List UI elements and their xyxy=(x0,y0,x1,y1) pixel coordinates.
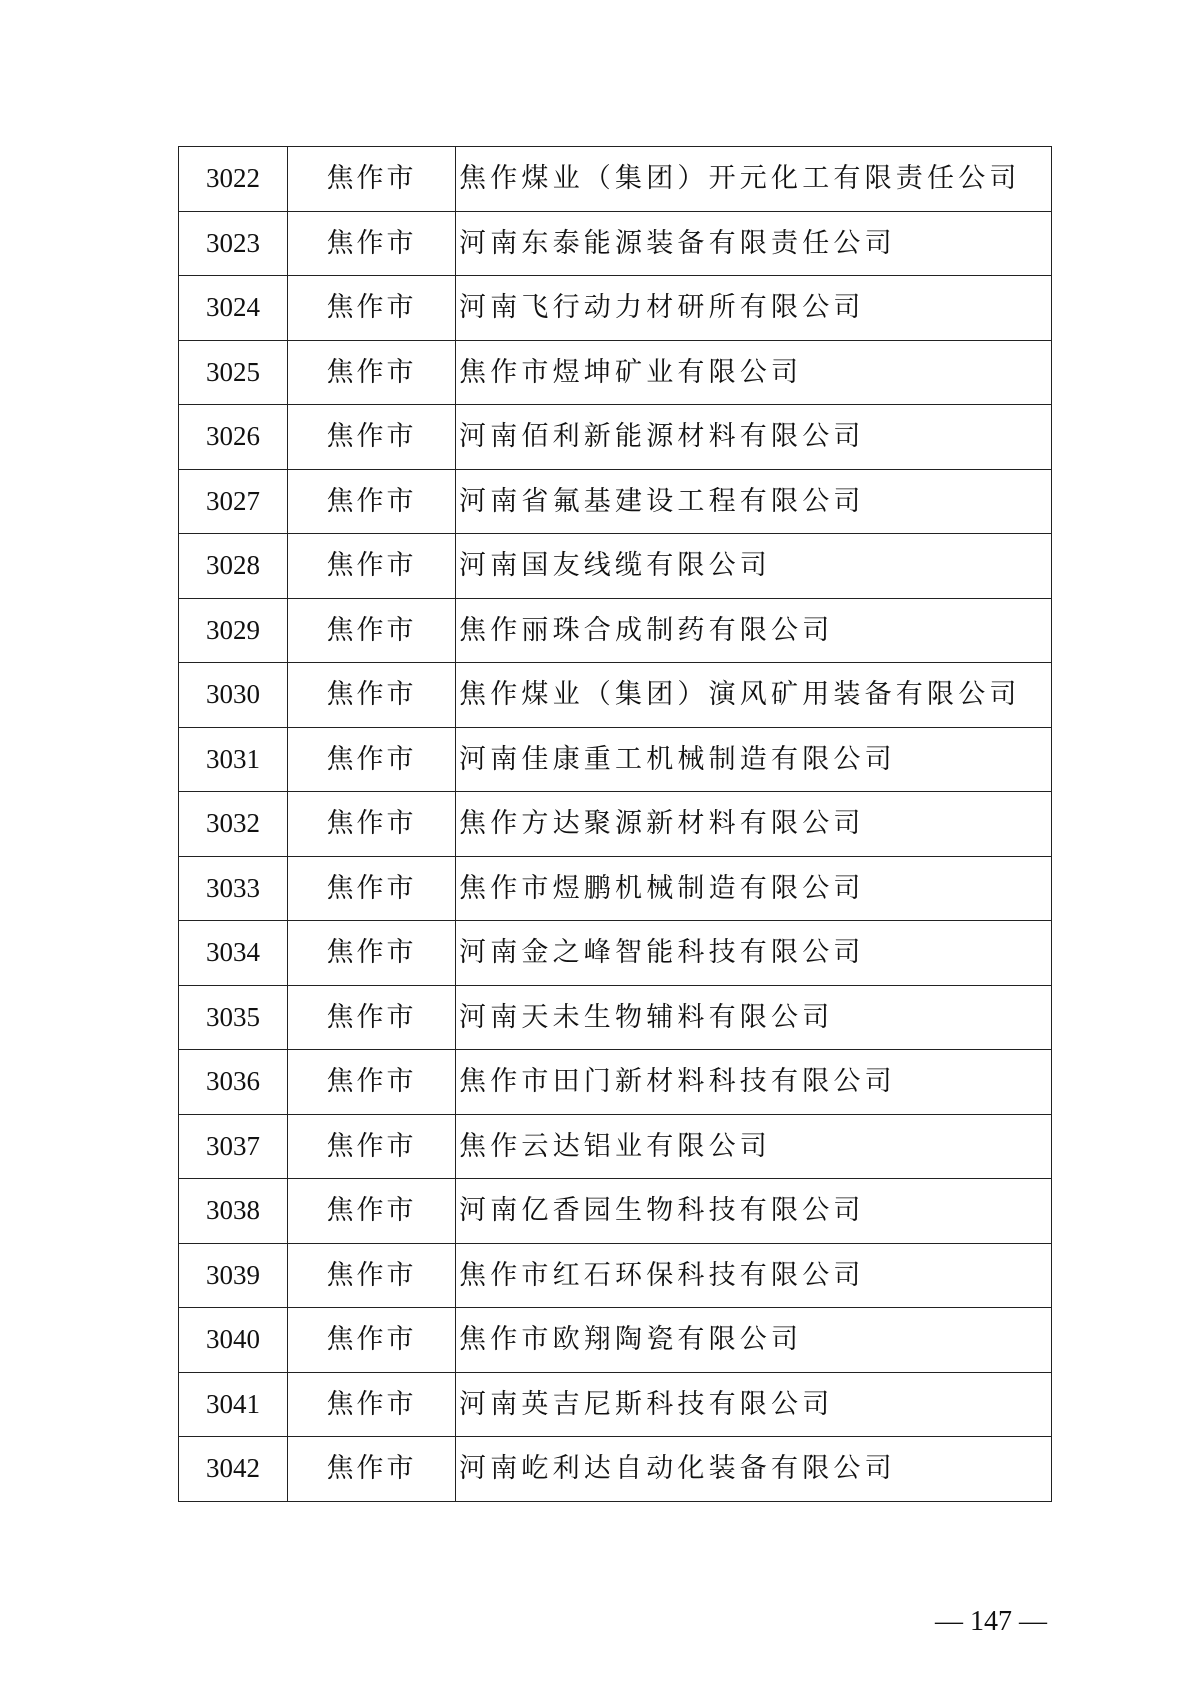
city-cell: 焦作市 xyxy=(288,1179,456,1244)
table-body xyxy=(179,147,1052,1502)
table-row xyxy=(179,147,1052,212)
company-name-cell: 河南屹利达自动化装备有限公司 xyxy=(456,1437,1052,1502)
company-name-cell: 河南东泰能源装备有限责任公司 xyxy=(456,211,1052,276)
city-cell: 焦作市 xyxy=(288,598,456,663)
city-cell: 焦作市 xyxy=(288,1437,456,1502)
table-row xyxy=(179,340,1052,405)
row-number-cell: 3038 xyxy=(179,1179,288,1244)
row-number-cell: 3036 xyxy=(179,1050,288,1115)
company-name-cell: 河南省氟基建设工程有限公司 xyxy=(456,469,1052,534)
row-number-cell: 3035 xyxy=(179,985,288,1050)
table-row xyxy=(179,211,1052,276)
company-name-cell: 河南亿香园生物科技有限公司 xyxy=(456,1179,1052,1244)
company-name-cell: 河南飞行动力材研所有限公司 xyxy=(456,276,1052,341)
row-number-cell: 3041 xyxy=(179,1372,288,1437)
company-name-cell: 焦作市煜坤矿业有限公司 xyxy=(456,340,1052,405)
row-number-cell: 3032 xyxy=(179,792,288,857)
row-number-cell: 3042 xyxy=(179,1437,288,1502)
company-name-cell: 焦作云达铝业有限公司 xyxy=(456,1114,1052,1179)
row-number-cell: 3027 xyxy=(179,469,288,534)
table-row xyxy=(179,1179,1052,1244)
table-row xyxy=(179,534,1052,599)
city-cell: 焦作市 xyxy=(288,921,456,986)
company-name-cell: 河南佰利新能源材料有限公司 xyxy=(456,405,1052,470)
company-name-cell: 河南国友线缆有限公司 xyxy=(456,534,1052,599)
table-row xyxy=(179,1050,1052,1115)
city-cell: 焦作市 xyxy=(288,1243,456,1308)
company-name-cell: 河南天未生物辅料有限公司 xyxy=(456,985,1052,1050)
row-number-cell: 3039 xyxy=(179,1243,288,1308)
city-cell: 焦作市 xyxy=(288,985,456,1050)
city-cell: 焦作市 xyxy=(288,405,456,470)
table-row xyxy=(179,727,1052,792)
row-number-cell: 3040 xyxy=(179,1308,288,1373)
table-row xyxy=(179,663,1052,728)
city-cell: 焦作市 xyxy=(288,1308,456,1373)
company-name-cell: 河南英吉尼斯科技有限公司 xyxy=(456,1372,1052,1437)
table-row xyxy=(179,1437,1052,1502)
row-number-cell: 3024 xyxy=(179,276,288,341)
table-row xyxy=(179,921,1052,986)
city-cell: 焦作市 xyxy=(288,469,456,534)
company-name-cell: 河南金之峰智能科技有限公司 xyxy=(456,921,1052,986)
city-cell: 焦作市 xyxy=(288,276,456,341)
table-row xyxy=(179,598,1052,663)
row-number-cell: 3037 xyxy=(179,1114,288,1179)
city-cell: 焦作市 xyxy=(288,856,456,921)
city-cell: 焦作市 xyxy=(288,340,456,405)
table-row xyxy=(179,469,1052,534)
row-number-cell: 3033 xyxy=(179,856,288,921)
company-name-cell: 焦作丽珠合成制药有限公司 xyxy=(456,598,1052,663)
row-number-cell: 3023 xyxy=(179,211,288,276)
company-list-table xyxy=(178,146,1052,1502)
row-number-cell: 3028 xyxy=(179,534,288,599)
table-row xyxy=(179,1308,1052,1373)
city-cell: 焦作市 xyxy=(288,211,456,276)
row-number-cell: 3030 xyxy=(179,663,288,728)
company-name-cell: 焦作煤业（集团）开元化工有限责任公司 xyxy=(456,147,1052,212)
table-row xyxy=(179,985,1052,1050)
city-cell: 焦作市 xyxy=(288,534,456,599)
table-row xyxy=(179,1372,1052,1437)
city-cell: 焦作市 xyxy=(288,792,456,857)
row-number-cell: 3034 xyxy=(179,921,288,986)
row-number-cell: 3026 xyxy=(179,405,288,470)
city-cell: 焦作市 xyxy=(288,147,456,212)
page-number: — 147 — xyxy=(935,1606,1047,1637)
row-number-cell: 3031 xyxy=(179,727,288,792)
company-name-cell: 焦作市煜鹏机械制造有限公司 xyxy=(456,856,1052,921)
company-name-cell: 焦作市红石环保科技有限公司 xyxy=(456,1243,1052,1308)
city-cell: 焦作市 xyxy=(288,663,456,728)
company-name-cell: 焦作市田门新材料科技有限公司 xyxy=(456,1050,1052,1115)
company-name-cell: 焦作方达聚源新材料有限公司 xyxy=(456,792,1052,857)
company-name-cell: 河南佳康重工机械制造有限公司 xyxy=(456,727,1052,792)
table-row xyxy=(179,405,1052,470)
row-number-cell: 3029 xyxy=(179,598,288,663)
city-cell: 焦作市 xyxy=(288,1372,456,1437)
company-name-cell: 焦作市欧翔陶瓷有限公司 xyxy=(456,1308,1052,1373)
city-cell: 焦作市 xyxy=(288,727,456,792)
table-row xyxy=(179,792,1052,857)
city-cell: 焦作市 xyxy=(288,1114,456,1179)
table-row xyxy=(179,1243,1052,1308)
row-number-cell: 3022 xyxy=(179,147,288,212)
table-row xyxy=(179,276,1052,341)
table-row xyxy=(179,1114,1052,1179)
row-number-cell: 3025 xyxy=(179,340,288,405)
table-row xyxy=(179,856,1052,921)
company-name-cell: 焦作煤业（集团）演风矿用装备有限公司 xyxy=(456,663,1052,728)
city-cell: 焦作市 xyxy=(288,1050,456,1115)
